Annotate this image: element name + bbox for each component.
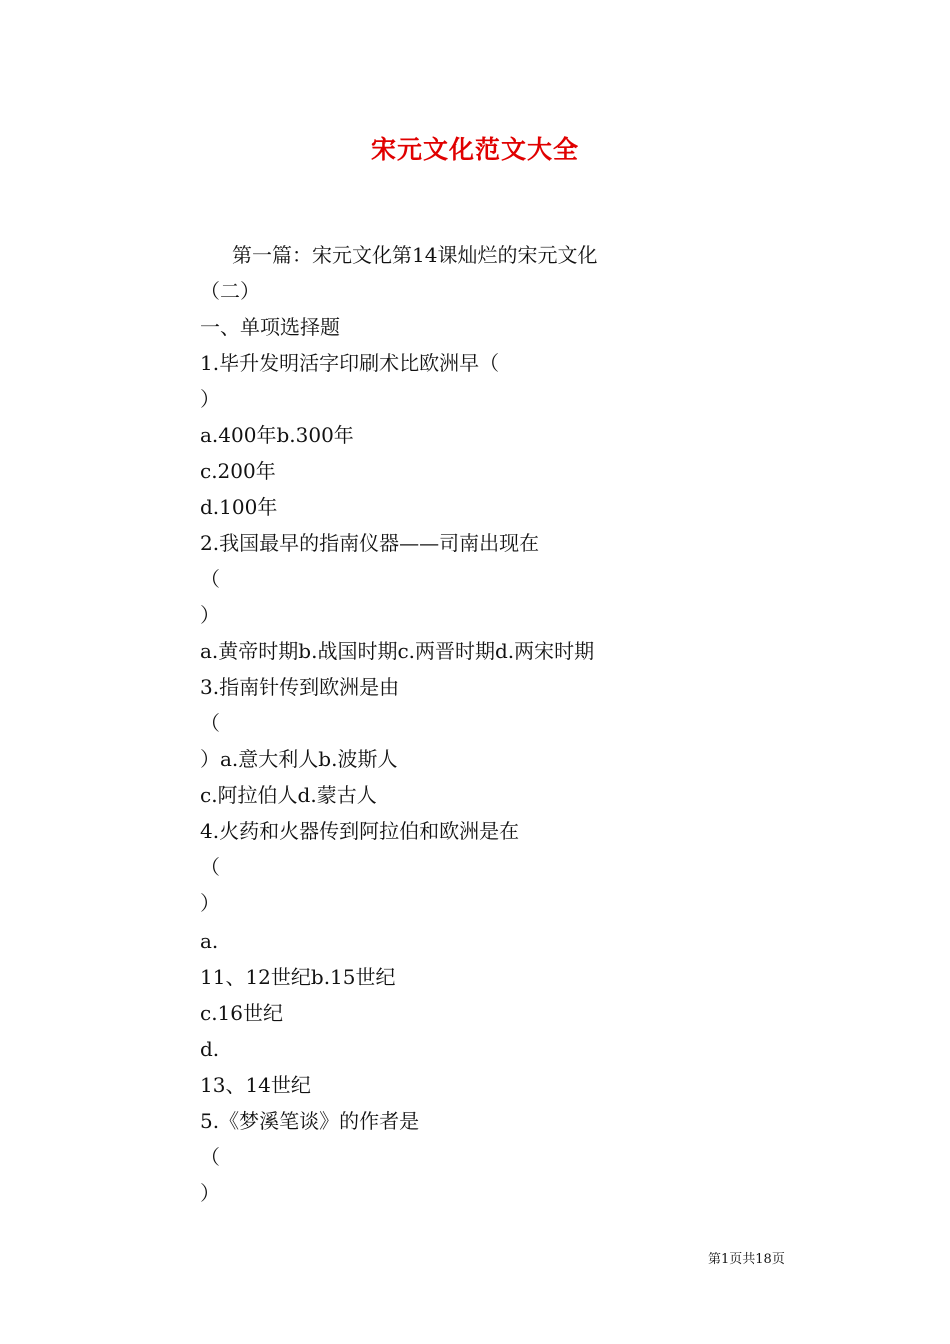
text-line: ） — [200, 387, 220, 411]
text-line: （ — [200, 855, 220, 879]
chapter-heading: 第一篇：宋元文化第14课灿烂的宋元文化 — [232, 243, 598, 267]
page-number-footer: 第1页共18页 — [708, 1252, 785, 1267]
option-line: d.100年 — [200, 495, 278, 519]
question-line: 2.我国最早的指南仪器——司南出现在 — [200, 531, 540, 555]
option-line: c.16世纪 — [200, 1001, 284, 1025]
text-line: ） — [200, 603, 220, 627]
section-heading: 一、单项选择题 — [200, 315, 340, 339]
option-line: a.黄帝时期b.战国时期c.两晋时期d.两宋时期 — [200, 639, 595, 663]
option-line: c.200年 — [200, 459, 276, 483]
question-line: 4.火药和火器传到阿拉伯和欧洲是在 — [200, 819, 520, 843]
question-line: 3.指南针传到欧洲是由 — [200, 675, 400, 699]
document-title: 宋元文化范文大全 — [370, 135, 579, 164]
text-line: ） — [200, 891, 220, 915]
text-line: （ — [200, 711, 220, 735]
text-line: （二） — [200, 279, 260, 303]
text-line: ） — [200, 1181, 220, 1205]
question-line: 1.毕升发明活字印刷术比欧洲早（ — [200, 351, 500, 375]
option-line: d. — [200, 1037, 220, 1061]
text-line: （ — [200, 1145, 220, 1169]
text-line: （ — [200, 567, 220, 591]
option-line: c.阿拉伯人d.蒙古人 — [200, 783, 377, 807]
option-line: ）a.意大利人b.波斯人 — [200, 747, 398, 771]
option-line: a.400年b.300年 — [200, 423, 354, 447]
option-line: 11、12世纪b.15世纪 — [200, 965, 396, 989]
option-line: a. — [200, 929, 219, 953]
option-line: 13、14世纪 — [200, 1073, 311, 1097]
question-line: 5.《梦溪笔谈》的作者是 — [200, 1109, 420, 1133]
